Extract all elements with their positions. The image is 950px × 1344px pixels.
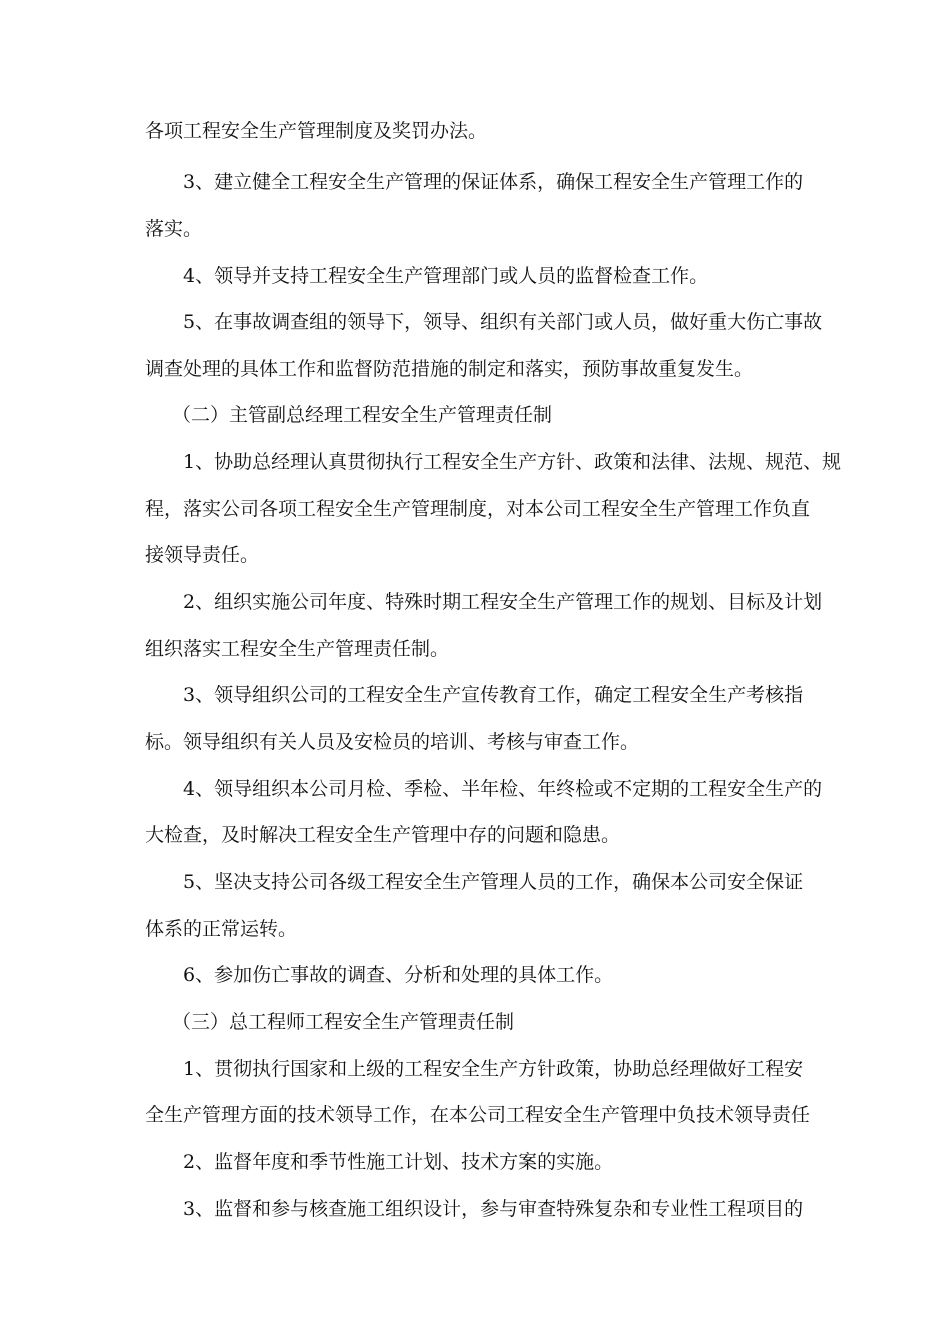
text-line: 调查处理的具体工作和监督防范措施的制定和落实，预防事故重复发生。: [145, 358, 754, 380]
text-line: 程，落实公司各项工程安全生产管理制度，对本公司工程安全生产管理工作负直: [145, 498, 811, 520]
text-line: 落实。: [145, 218, 203, 240]
text-line: 全生产管理方面的技术领导工作，在本公司工程安全生产管理中负技术领导责任: [145, 1104, 811, 1126]
text-line: 1、协助总经理认真贯彻执行工程安全生产方针、政策和法律、法规、规范、规: [183, 451, 842, 473]
text-line: 5、在事故调查组的领导下，领导、组织有关部门或人员，做好重大伤亡事故: [183, 311, 823, 333]
text-line: 接领导责任。: [145, 544, 260, 566]
text-line: 各项工程安全生产管理制度及奖罚办法。: [145, 120, 488, 142]
text-line: 4、领导并支持工程安全生产管理部门或人员的监督检查工作。: [183, 265, 709, 287]
text-line: 3、监督和参与核查施工组织设计，参与审查特殊复杂和专业性工程项目的: [183, 1198, 804, 1220]
text-line: 6、参加伤亡事故的调查、分析和处理的具体工作。: [183, 964, 614, 986]
text-line: 体系的正常运转。: [145, 918, 298, 940]
text-line: 1、贯彻执行国家和上级的工程安全生产方针政策，协助总经理做好工程安: [183, 1058, 804, 1080]
text-line: 3、建立健全工程安全生产管理的保证体系，确保工程安全生产管理工作的: [183, 171, 804, 193]
text-line: 大检查，及时解决工程安全生产管理中存的问题和隐患。: [145, 824, 621, 846]
text-line: 标。领导组织有关人员及安检员的培训、考核与审查工作。: [145, 731, 640, 753]
section-heading: （三）总工程师工程安全生产管理责任制: [172, 1011, 515, 1033]
text-line: 组织落实工程安全生产管理责任制。: [145, 638, 450, 660]
text-line: 4、领导组织本公司月检、季检、半年检、年终检或不定期的工程安全生产的: [183, 778, 823, 800]
text-line: 5、坚决支持公司各级工程安全生产管理人员的工作，确保本公司安全保证: [183, 871, 804, 893]
text-line: 3、领导组织公司的工程安全生产宣传教育工作，确定工程安全生产考核指: [183, 684, 804, 706]
section-heading: （二）主管副总经理工程安全生产管理责任制: [172, 404, 553, 426]
text-line: 2、监督年度和季节性施工计划、技术方案的实施。: [183, 1151, 614, 1173]
text-line: 2、组织实施公司年度、特殊时期工程安全生产管理工作的规划、目标及计划: [183, 591, 823, 613]
